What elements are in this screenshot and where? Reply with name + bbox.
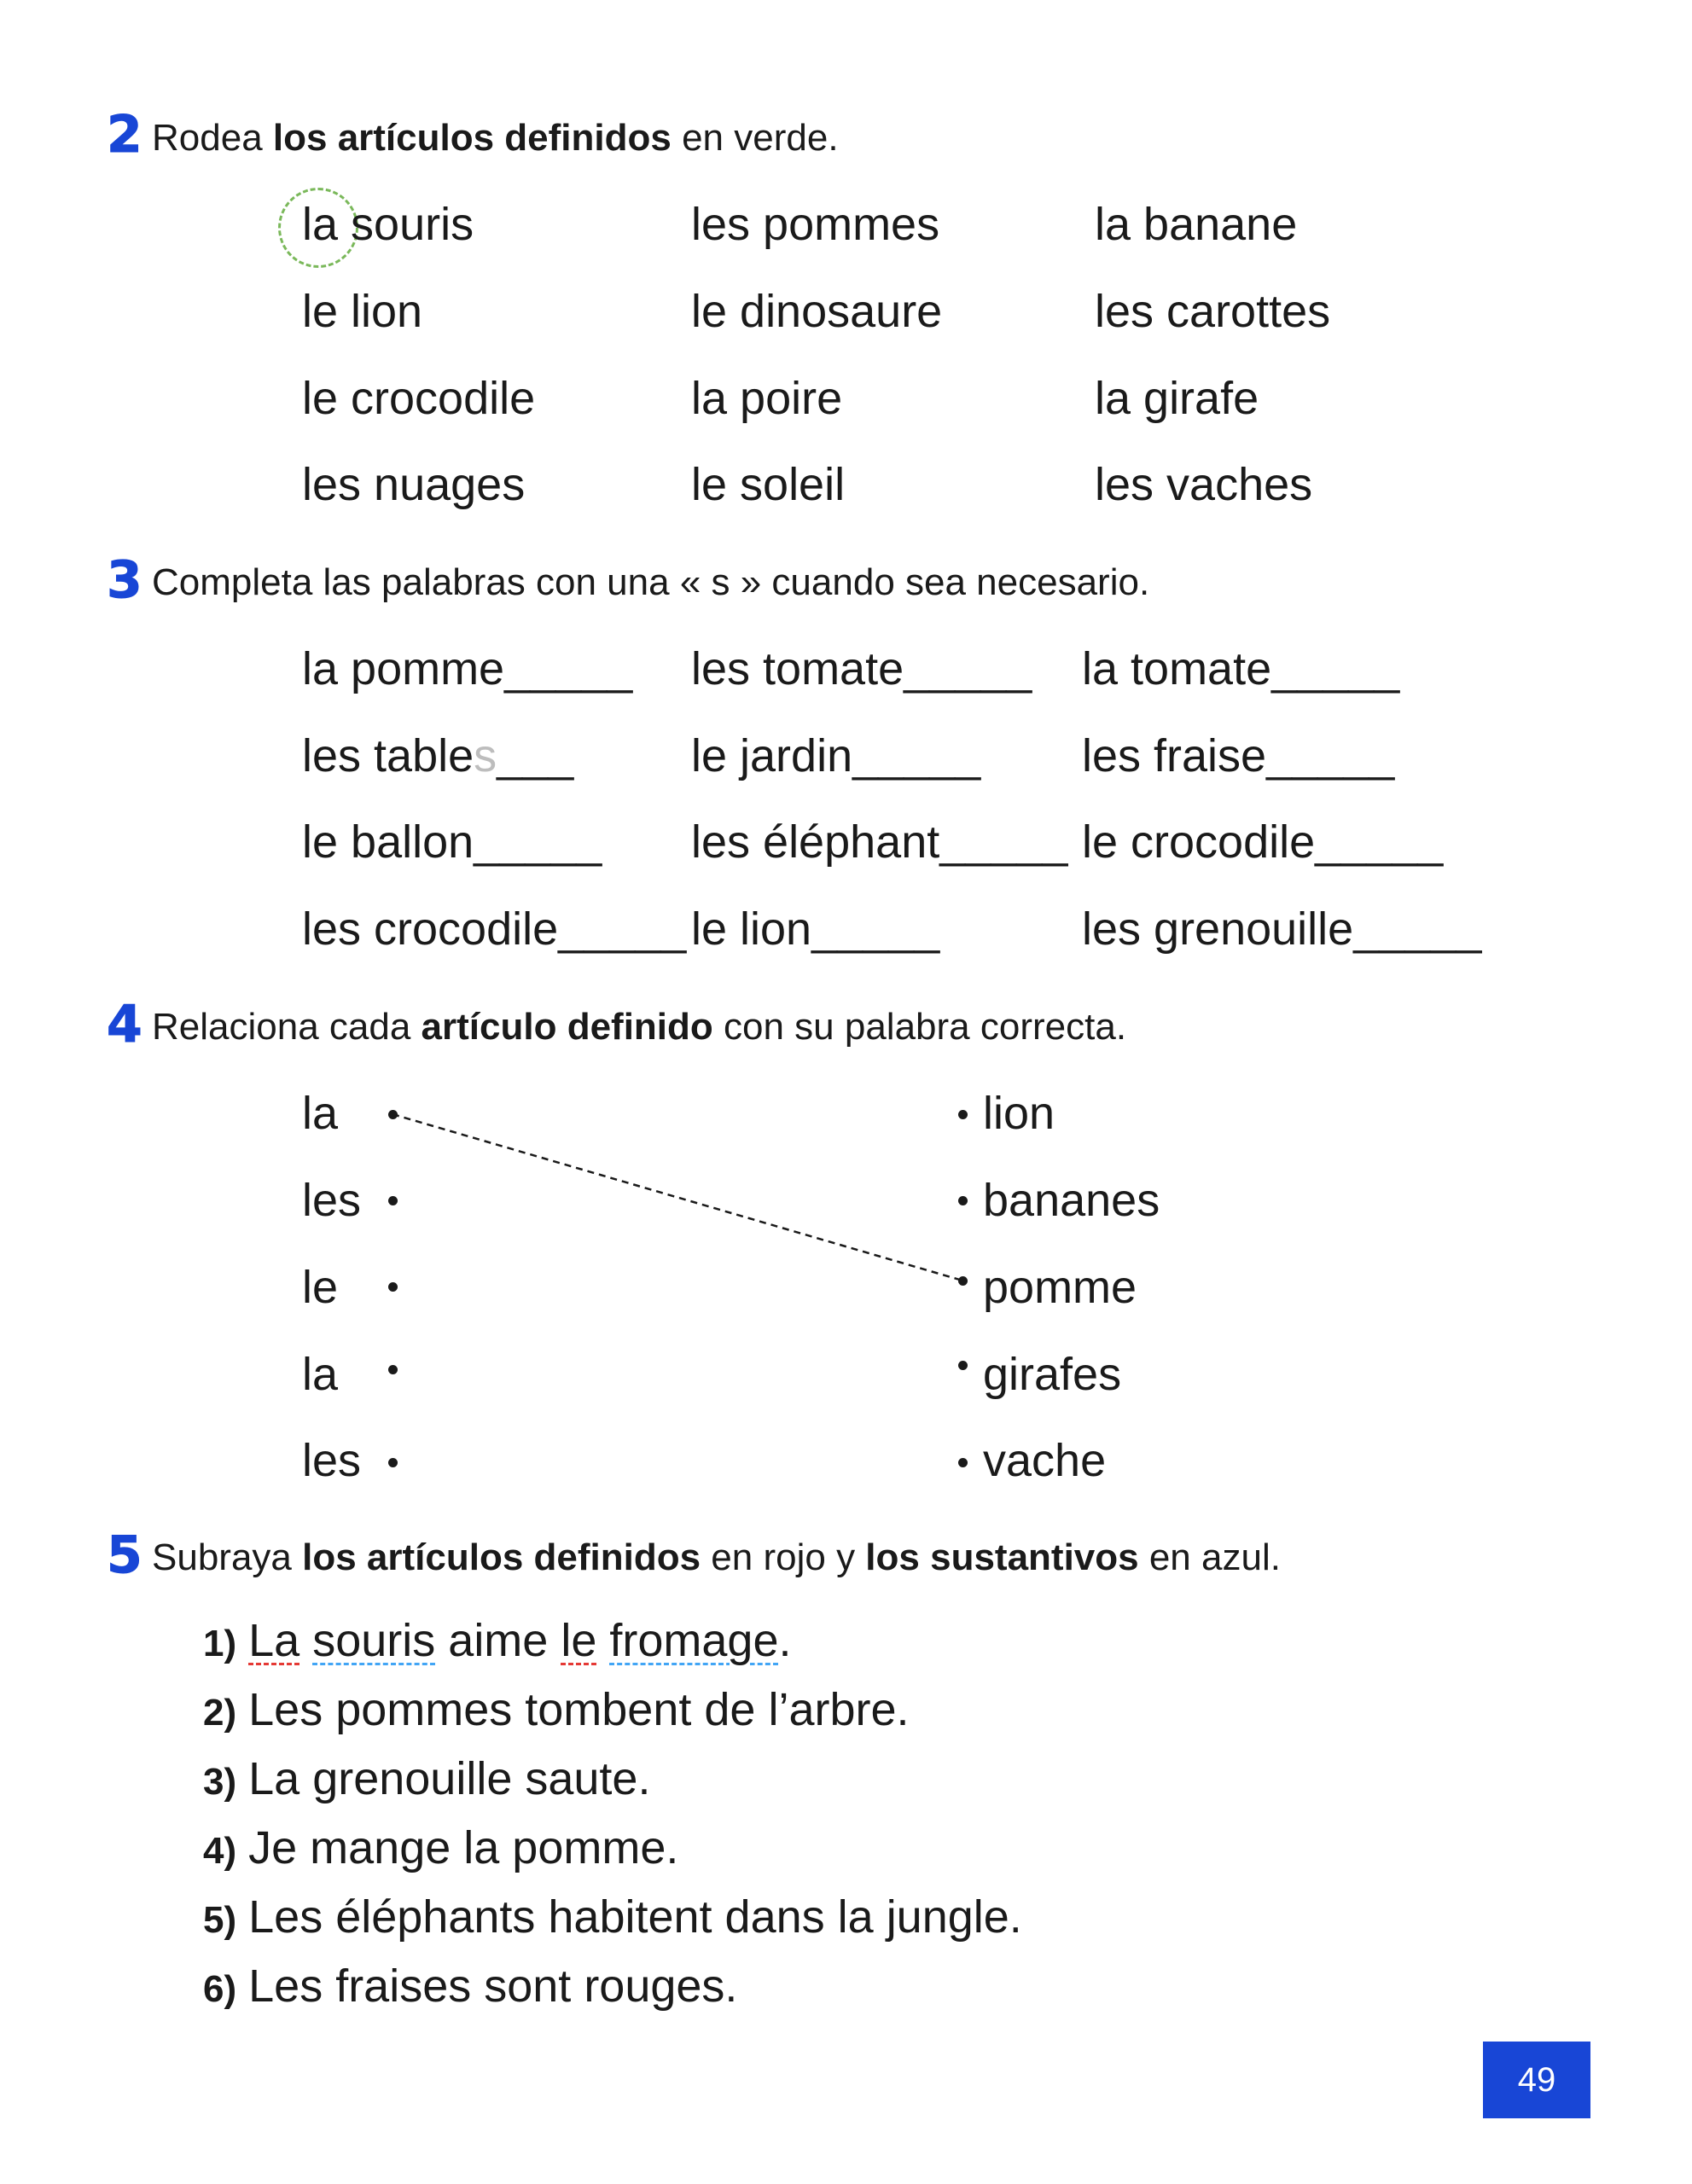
right-dot[interactable] — [958, 1110, 968, 1119]
ex3-word: les grenouille_____ — [1082, 903, 1482, 955]
ex3-example-letter: s — [474, 730, 497, 781]
ex2-word[interactable]: la souris — [302, 199, 474, 250]
sentence-4: 4) Je mange la pomme. — [203, 1822, 679, 1873]
right-word: girafes — [983, 1349, 1122, 1400]
sentence-text[interactable]: La souris aime le fromage. — [248, 1615, 792, 1666]
left-article: les — [302, 1435, 362, 1486]
right-word: lion — [983, 1088, 1055, 1139]
page-number: 49 — [1483, 2042, 1590, 2118]
ex3-word: les tomate_____ — [691, 643, 1032, 694]
ex2-word[interactable]: les carottes — [1095, 286, 1331, 337]
left-dot[interactable] — [388, 1110, 398, 1119]
ex3-blank[interactable]: _____ — [904, 643, 1032, 694]
right-dot[interactable] — [958, 1276, 968, 1286]
ex3-word: le ballon_____ — [302, 816, 602, 868]
ex2-word[interactable]: le dinosaure — [691, 286, 943, 337]
ex3-blank[interactable]: _____ — [558, 903, 687, 955]
sentence-6: 6) Les fraises sont rouges. — [203, 1960, 738, 2012]
sentence-1: 1) La souris aime le fromage. — [203, 1615, 792, 1666]
ex3-blank[interactable]: _____ — [1266, 730, 1395, 781]
exercise-4-number: 4 — [107, 995, 142, 1054]
right-dot[interactable] — [958, 1196, 968, 1205]
ex3-blank[interactable]: _____ — [1271, 643, 1400, 694]
exercise-4-instruction: Relaciona cada artículo definido con su palabra correcta. — [152, 1006, 1127, 1048]
exercise-3-instruction: Completa las palabras con una « s » cuando sea necesario. — [152, 561, 1150, 603]
left-dot[interactable] — [388, 1282, 398, 1292]
ex3-word: la tomate_____ — [1082, 643, 1400, 694]
ex3-blank[interactable]: _____ — [939, 816, 1068, 868]
right-dot[interactable] — [958, 1458, 968, 1467]
sentence-text[interactable]: Les pommes tombent de l’arbre. — [248, 1684, 910, 1735]
ex3-word: les tables___ — [302, 730, 574, 781]
left-article: la — [302, 1349, 339, 1400]
sentence-5: 5) Les éléphants habitent dans la jungle. — [203, 1891, 1022, 1943]
ex3-word: les fraise_____ — [1082, 730, 1395, 781]
ex2-word[interactable]: les nuages — [302, 459, 526, 510]
left-article: le — [302, 1262, 339, 1313]
ex3-word: le crocodile_____ — [1082, 816, 1444, 868]
ex2-word[interactable]: les vaches — [1095, 459, 1313, 510]
ex3-blank[interactable]: _____ — [1353, 903, 1482, 955]
ex2-word[interactable]: la banane — [1095, 199, 1298, 250]
ex3-blank[interactable]: _____ — [811, 903, 940, 955]
exercise-2-number: 2 — [107, 105, 142, 165]
right-dot[interactable] — [958, 1361, 968, 1370]
sentence-text[interactable]: Les fraises sont rouges. — [248, 1960, 738, 2012]
ex3-word: les crocodile_____ — [302, 903, 687, 955]
right-word: pomme — [983, 1262, 1137, 1313]
sentence-2: 2) Les pommes tombent de l’arbre. — [203, 1684, 910, 1735]
sentence-text[interactable]: La grenouille saute. — [248, 1753, 651, 1804]
exercise-5-instruction: Subraya los artículos definidos en rojo y los sustantivos en azul. — [152, 1536, 1281, 1578]
ex3-blank[interactable]: _____ — [1315, 816, 1444, 868]
sentence-text[interactable]: Les éléphants habitent dans la jungle. — [248, 1891, 1022, 1943]
left-article: la — [302, 1088, 339, 1139]
ex3-word: les éléphant_____ — [691, 816, 1068, 868]
ex2-word[interactable]: le lion — [302, 286, 423, 337]
ex3-blank[interactable]: ___ — [497, 730, 574, 781]
ex2-word[interactable]: le crocodile — [302, 373, 536, 424]
ex3-blank[interactable]: _____ — [852, 730, 981, 781]
left-dot[interactable] — [388, 1458, 398, 1467]
ex3-blank[interactable]: _____ — [504, 643, 633, 694]
ex2-word[interactable]: le soleil — [691, 459, 846, 510]
right-word: vache — [983, 1435, 1107, 1486]
ex3-word: la pomme_____ — [302, 643, 633, 694]
exercise-5-number: 5 — [107, 1525, 142, 1585]
ex2-word[interactable]: la girafe — [1095, 373, 1259, 424]
exercise-3-number: 3 — [107, 550, 142, 610]
sentence-3: 3) La grenouille saute. — [203, 1753, 651, 1804]
ex2-word[interactable]: la poire — [691, 373, 843, 424]
exercise-2-instruction: Rodea los artículos definidos en verde. — [152, 117, 839, 159]
left-dot[interactable] — [388, 1196, 398, 1205]
ex3-word: le jardin_____ — [691, 730, 981, 781]
right-word: bananes — [983, 1175, 1160, 1226]
left-article: les — [302, 1175, 362, 1226]
ex3-blank[interactable]: _____ — [474, 816, 602, 868]
sentence-text[interactable]: Je mange la pomme. — [248, 1822, 679, 1873]
ex3-word: le lion_____ — [691, 903, 940, 955]
left-dot[interactable] — [388, 1365, 398, 1374]
ex2-word[interactable]: les pommes — [691, 199, 940, 250]
